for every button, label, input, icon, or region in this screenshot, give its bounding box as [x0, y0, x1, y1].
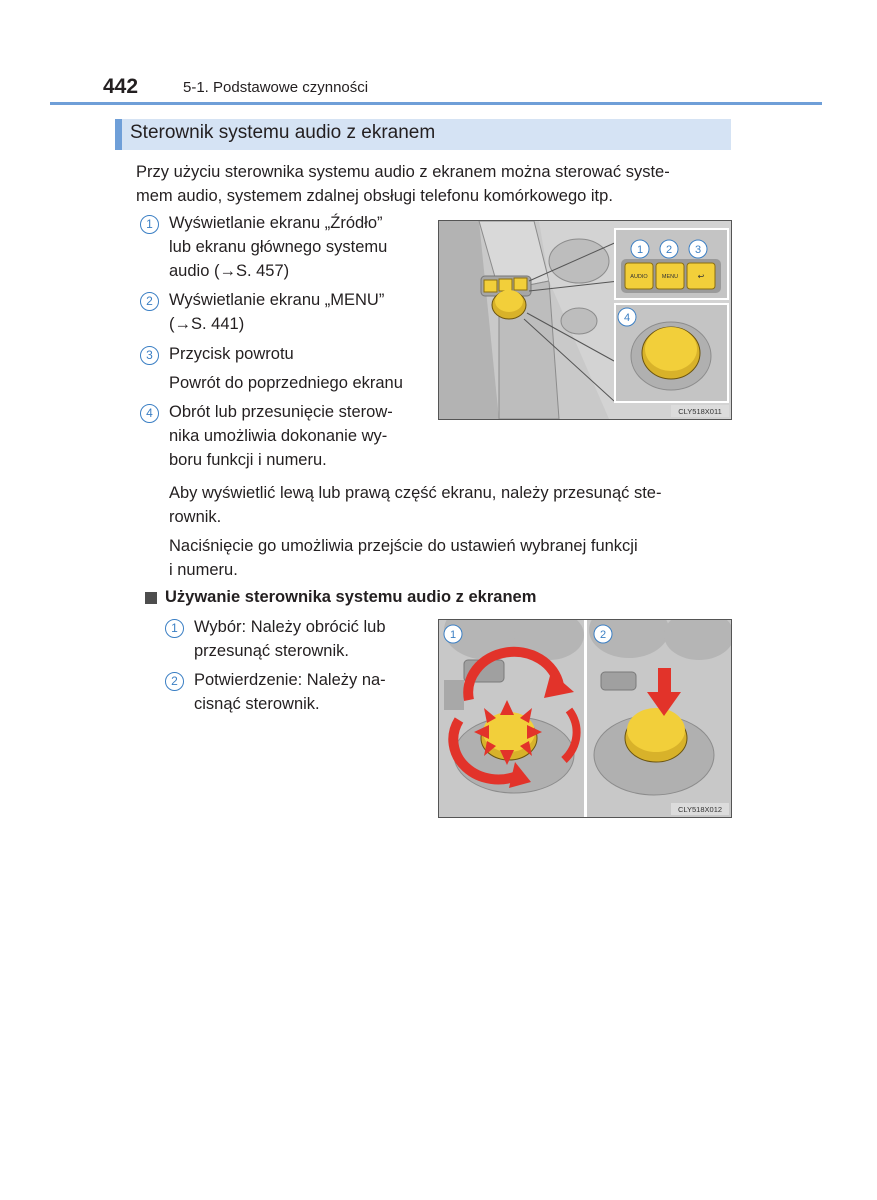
- item-2-line-1: Wyświetlanie ekranu „MENU”: [169, 291, 385, 309]
- page-number: 442: [103, 75, 139, 98]
- sub-item-1-line-1: Wybór: Należy obrócić lub: [194, 618, 386, 636]
- console-illustration: [439, 221, 731, 419]
- subsection-title: Używanie sterownika systemu audio z ekranem: [165, 588, 537, 606]
- callout-3: 3: [140, 346, 159, 365]
- figure2-code: CLY518X012: [677, 805, 723, 814]
- figure-controller-usage: [438, 619, 732, 818]
- intro-line-1: Przy użyciu sterownika systemu audio z ekranem można sterować syste-: [136, 163, 670, 181]
- fig2-callout-2: 2: [599, 629, 607, 641]
- item-1-line-1: Wyświetlanie ekranu „Źródło”: [169, 214, 383, 232]
- paragraph-2-line-2: i numeru.: [169, 561, 238, 579]
- item-1-line-2: lub ekranu głównego systemu: [169, 238, 388, 256]
- subsection-bullet: [145, 592, 157, 604]
- callout-2: 2: [140, 292, 159, 311]
- callout-4: 4: [140, 404, 159, 423]
- fig1-callout-2: 2: [665, 244, 673, 256]
- section-path: 5-1. Podstawowe czynności: [183, 79, 369, 96]
- sub-item-2-line-1: Potwierdzenie: Należy na-: [194, 671, 386, 689]
- paragraph-2-line-1: Naciśnięcie go umożliwia przejście do ustawień wybranej funkcji: [169, 537, 638, 555]
- item-3-extra: Powrót do poprzedniego ekranu: [169, 374, 403, 392]
- item-4-line-1: Obrót lub przesunięcie sterow-: [169, 403, 393, 421]
- intro-line-2: mem audio, systemem zdalnej obsługi telefonu komórkowego itp.: [136, 187, 613, 205]
- section-title: Sterownik systemu audio z ekranem: [130, 122, 436, 143]
- figure1-code: CLY518X011: [678, 407, 722, 416]
- audio-button-label: AUDIO: [630, 274, 648, 280]
- back-button-label: ↩: [697, 272, 705, 281]
- sub-item-2-line-2: cisnąć sterownik.: [194, 695, 320, 713]
- sub-callout-1: 1: [165, 619, 184, 638]
- menu-button-label: MENU: [661, 274, 679, 280]
- section-title-marker: [115, 119, 122, 150]
- item-4-line-3: boru funkcji i numeru.: [169, 451, 327, 469]
- item-4-line-2: nika umożliwia dokonanie wy-: [169, 427, 388, 445]
- sub-callout-2: 2: [165, 672, 184, 691]
- figure-controller-overview: [438, 220, 732, 420]
- item-3-line-1: Przycisk powrotu: [169, 345, 294, 363]
- fig2-callout-1: 1: [449, 629, 457, 641]
- fig1-callout-1: 1: [636, 244, 644, 256]
- usage-illustration: [439, 620, 731, 817]
- header-rule: [50, 102, 822, 105]
- paragraph-1-line-1: Aby wyświetlić lewą lub prawą część ekranu, należy przesunąć ste-: [169, 484, 662, 502]
- fig1-callout-3: 3: [694, 244, 702, 256]
- fig1-callout-4: 4: [623, 312, 631, 324]
- callout-1: 1: [140, 215, 159, 234]
- paragraph-1-line-2: rownik.: [169, 508, 222, 526]
- item-2-line-2: (→S. 441): [169, 315, 245, 333]
- item-1-line-3: audio (→S. 457): [169, 262, 290, 280]
- sub-item-1-line-2: przesunąć sterownik.: [194, 642, 349, 660]
